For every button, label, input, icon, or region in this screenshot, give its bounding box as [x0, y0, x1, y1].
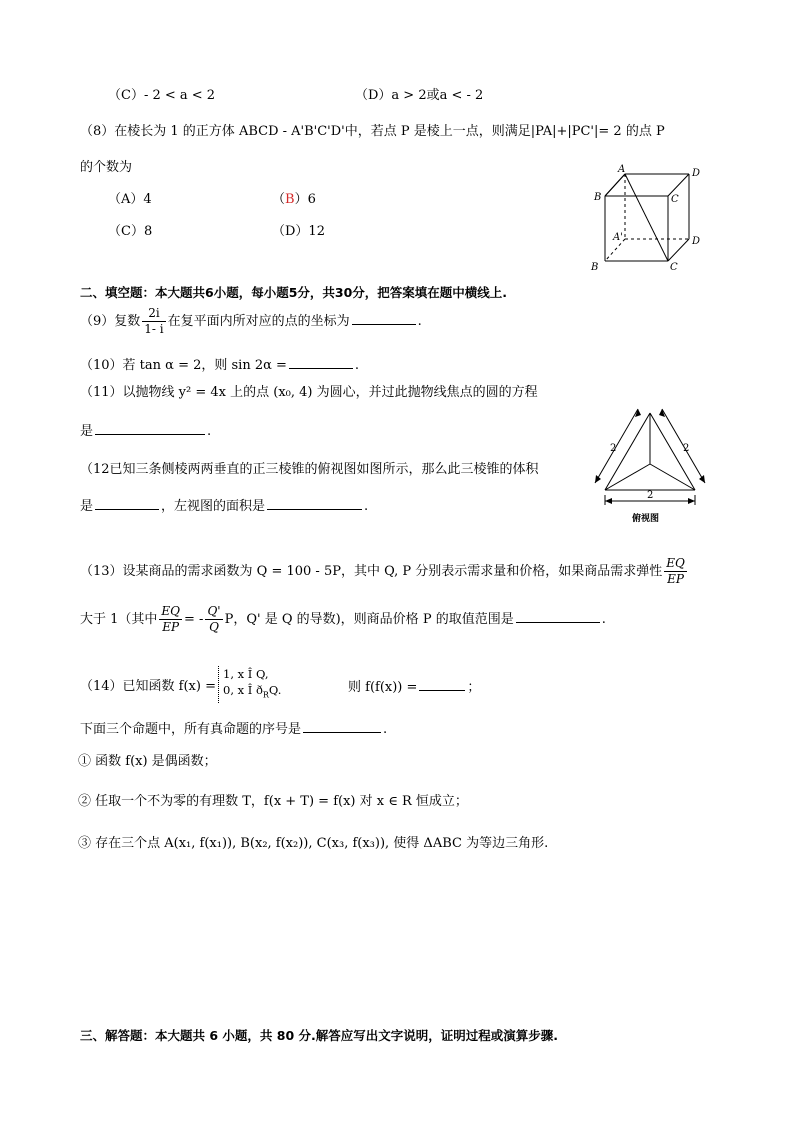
triangle-bottom-label: 2: [647, 490, 654, 501]
q14-answer-blank: [303, 718, 381, 733]
cube-label-d: D: [692, 168, 701, 179]
triangle-right-label: 2: [683, 443, 690, 454]
q8-option-b-letter: B: [285, 192, 295, 207]
q12-line2: 是 ，左视图的面积是 .: [80, 495, 368, 514]
cube-label-a: A: [618, 164, 626, 175]
q13-def-fraction: $\frac{EQ}{EP}$: [161, 604, 181, 634]
q14-line2: 下面三个命题中，所有真命题的序号是 .: [80, 718, 387, 737]
q9-answer-blank: [352, 310, 416, 325]
q8-option-a: （A）4: [108, 192, 152, 207]
q13-elasticity-fraction: $\frac{EQ}{EP}$: [666, 556, 685, 586]
cube-label-b: B: [594, 192, 602, 203]
q9-fraction: $\frac{2i}{1- i}$: [144, 306, 164, 336]
q12-area-blank: [267, 495, 362, 510]
cube-label-c1: C: [670, 262, 678, 273]
q12-line1: （12已知三条侧棱两两垂直的正三棱锥的俯视图如图所示，那么此三棱锥的体积: [80, 462, 539, 477]
q13-derivative-fraction: $\frac{Q'}{Q}$: [207, 604, 221, 634]
cube-figure: [585, 160, 715, 278]
q14-composition: 则 f(f(x)) = ；: [348, 676, 480, 695]
cube-label-b1: B: [591, 262, 599, 273]
triangle-left-label: 2: [610, 443, 617, 454]
q8-option-b: （B）6: [272, 192, 316, 207]
q8-stem-line1: （8）在棱长为 1 的正方体 ABCD - A'B'C'D'中，若点 P 是棱上一点，则满足|PA|+|PC'|= 2 的点 P: [80, 124, 665, 139]
q8-option-d: （D）12: [272, 224, 325, 239]
triangle-caption: 俯视图: [632, 514, 660, 524]
q14-composition-blank: [419, 676, 465, 691]
cube-label-c: C: [671, 194, 679, 205]
q10-answer-blank: [289, 354, 353, 369]
q14-statement-3: ③ 存在三个点 A(x₁, f(x₁)), B(x₂, f(x₂)), C(x₃, f(x₃)), 使得 ΔABC 为等边三角形.: [78, 836, 549, 851]
q14-statement-1: ① 函数 f(x) 是偶函数；: [78, 754, 217, 769]
q10: （10）若 tan α = 2，则 sin 2α = .: [80, 354, 359, 373]
q13-answer-blank: [516, 608, 600, 623]
q9: （9）复数 $\frac{2i}{1- i}$ 在复平面内所对应的点的坐标为 .: [80, 306, 422, 336]
cube-label-d1: D: [692, 236, 701, 247]
q14-piecewise-cases: 1, x Î Q, 0, x Î $ð_RQ$.: [218, 666, 281, 703]
q11-answer-blank: [95, 420, 205, 435]
q7-option-c: （C）- 2 < a < 2: [108, 88, 216, 103]
section2-heading: 二、填空题：本大题共6小题，每小题5分，共30分，把答案填在题中横线上.: [80, 285, 508, 300]
triangle-top-view-figure: [590, 405, 710, 530]
q7-option-d: （D）a > 2或a < - 2: [355, 88, 484, 103]
section3-heading: 三、解答题：本大题共 6 小题，共 80 分.解答应写出文字说明，证明过程或演算步骤.: [80, 1028, 558, 1043]
q14-definition: （14）已知函数 f(x) = 1, x Î Q, 0, x Î $ð_RQ$.: [80, 666, 281, 703]
q14-statement-2: ② 任取一个不为零的有理数 T，f(x + T) = f(x) 对 x ∈ R 恒成立；: [78, 794, 468, 809]
q12-volume-blank: [95, 495, 159, 510]
q8-stem-line2: 的个数为: [80, 160, 133, 175]
q11-line1: （11）以抛物线 y² = 4x 上的点 (x₀, 4) 为圆心，并过此抛物线焦点的圆的方程: [80, 385, 538, 400]
q11-line2: 是 .: [80, 420, 211, 439]
q13-line1: （13）设某商品的需求函数为 Q = 100 - 5P，其中 Q, P 分别表示需求量和价格，如果商品需求弹性 $\frac{EQ}{EP}$: [80, 556, 685, 586]
q8-option-c: （C）8: [108, 224, 153, 239]
q13-line2: 大于 1（其中 $\frac{EQ}{EP}$ = - $\frac{Q'}{Q}$ P，Q' 是 Q 的导数)，则商品价格 P 的取值范围是 .: [80, 604, 606, 634]
cube-label-a1: A': [613, 232, 623, 243]
